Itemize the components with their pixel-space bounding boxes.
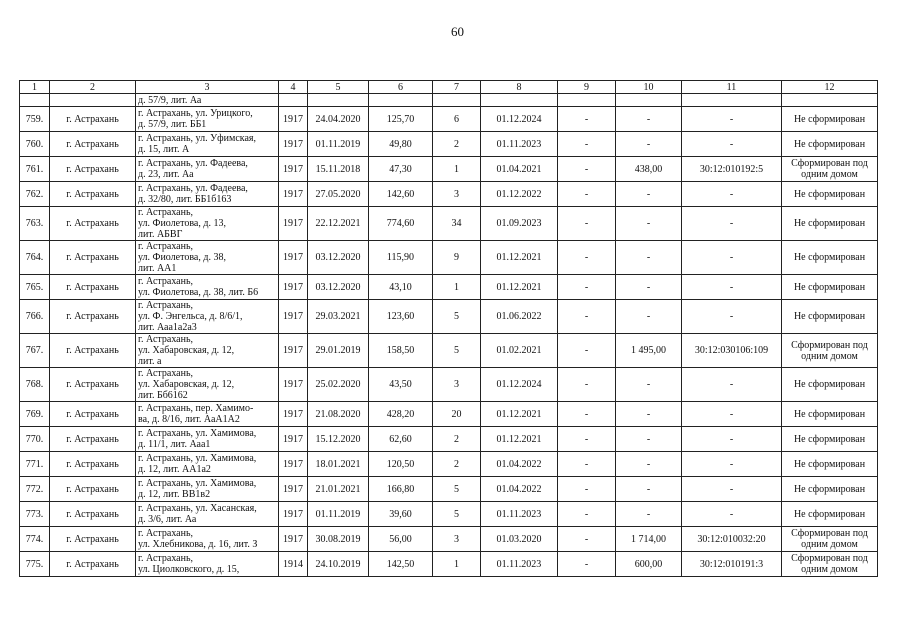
count-cell: 5 <box>433 300 481 334</box>
count-cell: 1 <box>433 552 481 577</box>
cadastral-number-cell: - <box>682 368 782 402</box>
date-cell: 21.01.2021 <box>308 477 369 502</box>
year-cell: 1917 <box>279 402 308 427</box>
deadline-date-cell: 01.06.2022 <box>481 300 558 334</box>
column-9-cell: - <box>558 477 616 502</box>
area-cell: 39,60 <box>369 502 433 527</box>
status-cell: Сформирован под одним домом <box>782 157 878 182</box>
count-cell: 6 <box>433 107 481 132</box>
city-cell: г. Астрахань <box>50 207 136 241</box>
table-row <box>20 275 878 300</box>
area-cell: 125,70 <box>369 107 433 132</box>
year-cell: 1917 <box>279 334 308 368</box>
deadline-date-cell: 01.04.2022 <box>481 452 558 477</box>
date-cell: 15.11.2018 <box>308 157 369 182</box>
status-cell: Не сформирован <box>782 107 878 132</box>
area-cell: 62,60 <box>369 427 433 452</box>
address-cell: г. Астрахань, ул. Хлебникова, д. 16, лит. З <box>136 527 279 552</box>
column-9-cell: - <box>558 552 616 577</box>
city-cell: г. Астрахань <box>50 182 136 207</box>
cadastral-number-cell: - <box>682 402 782 427</box>
count-cell: 3 <box>433 527 481 552</box>
city-cell: г. Астрахань <box>50 552 136 577</box>
city-cell: г. Астрахань <box>50 300 136 334</box>
land-area-cell: - <box>616 275 682 300</box>
column-header: 1 <box>20 81 50 94</box>
land-area-cell: 438,00 <box>616 157 682 182</box>
column-9-cell: - <box>558 452 616 477</box>
column-header: 8 <box>481 81 558 94</box>
date-cell: 18.01.2021 <box>308 452 369 477</box>
table-row <box>20 334 878 368</box>
column-header: 10 <box>616 81 682 94</box>
row-number-cell: 760. <box>20 132 50 157</box>
cadastral-number-cell: - <box>682 502 782 527</box>
column-9-cell: - <box>558 300 616 334</box>
status-cell: Не сформирован <box>782 402 878 427</box>
cadastral-number-cell: - <box>682 477 782 502</box>
address-cell: г. Астрахань, ул. Фиолетова, д. 38, лит. Б6 <box>136 275 279 300</box>
land-area-cell: - <box>616 452 682 477</box>
cadastral-number-cell: 30:12:010192:5 <box>682 157 782 182</box>
land-area-cell: - <box>616 368 682 402</box>
deadline-date-cell: 01.04.2022 <box>481 477 558 502</box>
column-header: 6 <box>369 81 433 94</box>
land-area-cell: - <box>616 300 682 334</box>
year-cell: 1914 <box>279 552 308 577</box>
address-cell: г. Астрахань, ул. Фадеева, д. 23, лит. Аа <box>136 157 279 182</box>
count-cell: 34 <box>433 207 481 241</box>
deadline-date-cell: 01.12.2024 <box>481 368 558 402</box>
cadastral-number-cell: - <box>682 275 782 300</box>
row-number-cell: 764. <box>20 241 50 275</box>
column-header: 5 <box>308 81 369 94</box>
area-cell: 49,80 <box>369 132 433 157</box>
address-cell: д. 57/9, лит. Аа <box>136 94 279 107</box>
deadline-date-cell: 01.12.2024 <box>481 107 558 132</box>
cadastral-number-cell: - <box>682 182 782 207</box>
status-cell: Не сформирован <box>782 502 878 527</box>
year-cell: 1917 <box>279 157 308 182</box>
cadastral-number-cell: - <box>682 241 782 275</box>
column-header: 4 <box>279 81 308 94</box>
deadline-date-cell: 01.03.2020 <box>481 527 558 552</box>
city-cell: г. Астрахань <box>50 241 136 275</box>
count-cell: 5 <box>433 477 481 502</box>
land-area-cell: - <box>616 241 682 275</box>
year-cell: 1917 <box>279 427 308 452</box>
year-cell: 1917 <box>279 182 308 207</box>
address-cell: г. Астрахань, ул. Ф. Энгельса, д. 8/6/1, лит. Ааа1а2а3 <box>136 300 279 334</box>
column-9-cell: - <box>558 502 616 527</box>
row-number-cell: 769. <box>20 402 50 427</box>
address-cell: г. Астрахань, ул. Фадеева, д. 32/80, лит. ББ1б163 <box>136 182 279 207</box>
area-cell: 43,50 <box>369 368 433 402</box>
count-cell: 2 <box>433 452 481 477</box>
land-area-cell: - <box>616 402 682 427</box>
area-cell: 56,00 <box>369 527 433 552</box>
deadline-date-cell: 01.12.2022 <box>481 182 558 207</box>
year-cell: 1917 <box>279 241 308 275</box>
status-cell: Не сформирован <box>782 275 878 300</box>
status-cell: Не сформирован <box>782 452 878 477</box>
area-cell: 428,20 <box>369 402 433 427</box>
count-cell: 3 <box>433 182 481 207</box>
area-cell: 123,60 <box>369 300 433 334</box>
row-number-cell: 762. <box>20 182 50 207</box>
column-9-cell: - <box>558 132 616 157</box>
city-cell: г. Астрахань <box>50 334 136 368</box>
row-number-cell: 767. <box>20 334 50 368</box>
land-area-cell: 1 714,00 <box>616 527 682 552</box>
column-9-cell: - <box>558 527 616 552</box>
year-cell: 1917 <box>279 477 308 502</box>
deadline-date-cell: 01.12.2021 <box>481 241 558 275</box>
deadline-date-cell: 01.02.2021 <box>481 334 558 368</box>
cadastral-number-cell: - <box>682 452 782 477</box>
date-cell: 29.01.2019 <box>308 334 369 368</box>
deadline-date-cell: 01.09.2023 <box>481 207 558 241</box>
land-area-cell: - <box>616 427 682 452</box>
land-area-cell: 1 495,00 <box>616 334 682 368</box>
area-cell: 47,30 <box>369 157 433 182</box>
year-cell: 1917 <box>279 275 308 300</box>
status-cell: Не сформирован <box>782 427 878 452</box>
table-row <box>20 300 878 334</box>
deadline-date-cell: 01.12.2021 <box>481 275 558 300</box>
status-cell: Не сформирован <box>782 477 878 502</box>
city-cell: г. Астрахань <box>50 502 136 527</box>
table-row <box>20 241 878 275</box>
column-header-row <box>20 81 878 94</box>
land-area-cell: 600,00 <box>616 552 682 577</box>
count-cell: 1 <box>433 275 481 300</box>
status-cell: Сформирован под одним домом <box>782 334 878 368</box>
land-area-cell: - <box>616 207 682 241</box>
date-cell: 25.02.2020 <box>308 368 369 402</box>
cadastral-number-cell: - <box>682 300 782 334</box>
city-cell: г. Астрахань <box>50 527 136 552</box>
page-number: 60 <box>451 24 464 39</box>
area-cell: 158,50 <box>369 334 433 368</box>
date-cell: 03.12.2020 <box>308 275 369 300</box>
city-cell: г. Астрахань <box>50 477 136 502</box>
count-cell: 20 <box>433 402 481 427</box>
city-cell: г. Астрахань <box>50 402 136 427</box>
row-number-cell: 765. <box>20 275 50 300</box>
count-cell: 2 <box>433 427 481 452</box>
address-cell: г. Астрахань, ул. Хабаровская, д. 12, лит. а <box>136 334 279 368</box>
table-row <box>20 132 878 157</box>
status-cell: Сформирован под одним домом <box>782 527 878 552</box>
deadline-date-cell: 01.12.2021 <box>481 427 558 452</box>
land-area-cell: - <box>616 132 682 157</box>
column-header: 3 <box>136 81 279 94</box>
date-cell: 01.11.2019 <box>308 502 369 527</box>
year-cell: 1917 <box>279 502 308 527</box>
date-cell: 21.08.2020 <box>308 402 369 427</box>
status-cell: Сформирован под одним домом <box>782 552 878 577</box>
area-cell: 774,60 <box>369 207 433 241</box>
cadastral-number-cell: 30:12:030106:109 <box>682 334 782 368</box>
table-row <box>20 452 878 477</box>
date-cell: 30.08.2019 <box>308 527 369 552</box>
city-cell: г. Астрахань <box>50 275 136 300</box>
address-cell: г. Астрахань, ул. Хамимова, д. 12, лит. АА1а2 <box>136 452 279 477</box>
count-cell: 3 <box>433 368 481 402</box>
column-9-cell: - <box>558 402 616 427</box>
cadastral-number-cell: 30:12:010032:20 <box>682 527 782 552</box>
row-number-cell: 766. <box>20 300 50 334</box>
column-9-cell: - <box>558 275 616 300</box>
table-row <box>20 182 878 207</box>
column-9-cell: - <box>558 157 616 182</box>
date-cell: 24.10.2019 <box>308 552 369 577</box>
count-cell: 5 <box>433 502 481 527</box>
table-row <box>20 477 878 502</box>
status-cell: Не сформирован <box>782 241 878 275</box>
year-cell: 1917 <box>279 527 308 552</box>
row-number-cell: 763. <box>20 207 50 241</box>
area-cell: 115,90 <box>369 241 433 275</box>
table-row <box>20 368 878 402</box>
row-number-cell: 773. <box>20 502 50 527</box>
area-cell: 120,50 <box>369 452 433 477</box>
area-cell: 166,80 <box>369 477 433 502</box>
date-cell: 27.05.2020 <box>308 182 369 207</box>
deadline-date-cell: 01.12.2021 <box>481 402 558 427</box>
row-number-cell: 768. <box>20 368 50 402</box>
address-cell: г. Астрахань, ул. Хамимова, д. 11/1, лит. Ааа1 <box>136 427 279 452</box>
row-number-cell: 772. <box>20 477 50 502</box>
address-cell: г. Астрахань, пер. Хамимо- ва, д. 8/16, лит. АаА1А2 <box>136 402 279 427</box>
column-9-cell: - <box>558 368 616 402</box>
cadastral-number-cell: 30:12:010191:3 <box>682 552 782 577</box>
table-row <box>20 402 878 427</box>
status-cell: Не сформирован <box>782 207 878 241</box>
table-row <box>20 207 878 241</box>
city-cell: г. Астрахань <box>50 157 136 182</box>
cadastral-number-cell: - <box>682 132 782 157</box>
land-area-cell: - <box>616 477 682 502</box>
column-header: 11 <box>682 81 782 94</box>
date-cell: 03.12.2020 <box>308 241 369 275</box>
date-cell: 29.03.2021 <box>308 300 369 334</box>
column-header: 2 <box>50 81 136 94</box>
city-cell: г. Астрахань <box>50 132 136 157</box>
address-cell: г. Астрахань, ул. Урицкого, д. 57/9, лит. ББ1 <box>136 107 279 132</box>
year-cell: 1917 <box>279 107 308 132</box>
deadline-date-cell: 01.11.2023 <box>481 552 558 577</box>
cadastral-number-cell: - <box>682 427 782 452</box>
address-cell: г. Астрахань, ул. Фиолетова, д. 38, лит. АА1 <box>136 241 279 275</box>
row-number-cell: 775. <box>20 552 50 577</box>
cadastral-number-cell: - <box>682 107 782 132</box>
year-cell: 1917 <box>279 452 308 477</box>
continuation-row <box>20 94 878 107</box>
address-cell: г. Астрахань, ул. Уфимская, д. 15, лит. А <box>136 132 279 157</box>
row-number-cell: 759. <box>20 107 50 132</box>
column-9-cell: - <box>558 427 616 452</box>
table-row <box>20 502 878 527</box>
column-9-cell: - <box>558 241 616 275</box>
deadline-date-cell: 01.04.2021 <box>481 157 558 182</box>
address-cell: г. Астрахань, ул. Хамимова, д. 12, лит. ВВ1в2 <box>136 477 279 502</box>
year-cell: 1917 <box>279 132 308 157</box>
status-cell: Не сформирован <box>782 368 878 402</box>
count-cell: 1 <box>433 157 481 182</box>
table-row <box>20 427 878 452</box>
column-9-cell: - <box>558 182 616 207</box>
row-number-cell: 774. <box>20 527 50 552</box>
city-cell: г. Астрахань <box>50 427 136 452</box>
year-cell: 1917 <box>279 300 308 334</box>
count-cell: 2 <box>433 132 481 157</box>
column-9-cell: - <box>558 207 616 241</box>
column-header: 9 <box>558 81 616 94</box>
land-area-cell: - <box>616 502 682 527</box>
year-cell: 1917 <box>279 368 308 402</box>
date-cell: 15.12.2020 <box>308 427 369 452</box>
address-cell: г. Астрахань, ул. Хабаровская, д. 12, лит. Бб6162 <box>136 368 279 402</box>
registry-table <box>19 80 878 577</box>
status-cell: Не сформирован <box>782 132 878 157</box>
year-cell: 1917 <box>279 207 308 241</box>
area-cell: 142,50 <box>369 552 433 577</box>
address-cell: г. Астрахань, ул. Хасанская, д. 3/6, лит. Аа <box>136 502 279 527</box>
area-cell: 43,10 <box>369 275 433 300</box>
cadastral-number-cell: - <box>682 207 782 241</box>
city-cell: г. Астрахань <box>50 368 136 402</box>
table-row <box>20 552 878 577</box>
city-cell: г. Астрахань <box>50 452 136 477</box>
date-cell: 01.11.2019 <box>308 132 369 157</box>
land-area-cell: - <box>616 182 682 207</box>
deadline-date-cell: 01.11.2023 <box>481 502 558 527</box>
status-cell: Не сформирован <box>782 300 878 334</box>
address-cell: г. Астрахань, ул. Фиолетова, д. 13, лит. АБВГ <box>136 207 279 241</box>
address-cell: г. Астрахань, ул. Циолковского, д. 15, <box>136 552 279 577</box>
area-cell: 142,60 <box>369 182 433 207</box>
count-cell: 9 <box>433 241 481 275</box>
table-row <box>20 157 878 182</box>
row-number-cell: 761. <box>20 157 50 182</box>
land-area-cell: - <box>616 107 682 132</box>
table-row <box>20 107 878 132</box>
city-cell: г. Астрахань <box>50 107 136 132</box>
date-cell: 22.12.2021 <box>308 207 369 241</box>
row-number-cell: 771. <box>20 452 50 477</box>
column-header: 7 <box>433 81 481 94</box>
date-cell: 24.04.2020 <box>308 107 369 132</box>
status-cell: Не сформирован <box>782 182 878 207</box>
table-row <box>20 527 878 552</box>
row-number-cell: 770. <box>20 427 50 452</box>
count-cell: 5 <box>433 334 481 368</box>
column-9-cell: - <box>558 334 616 368</box>
deadline-date-cell: 01.11.2023 <box>481 132 558 157</box>
column-header: 12 <box>782 81 878 94</box>
column-9-cell: - <box>558 107 616 132</box>
